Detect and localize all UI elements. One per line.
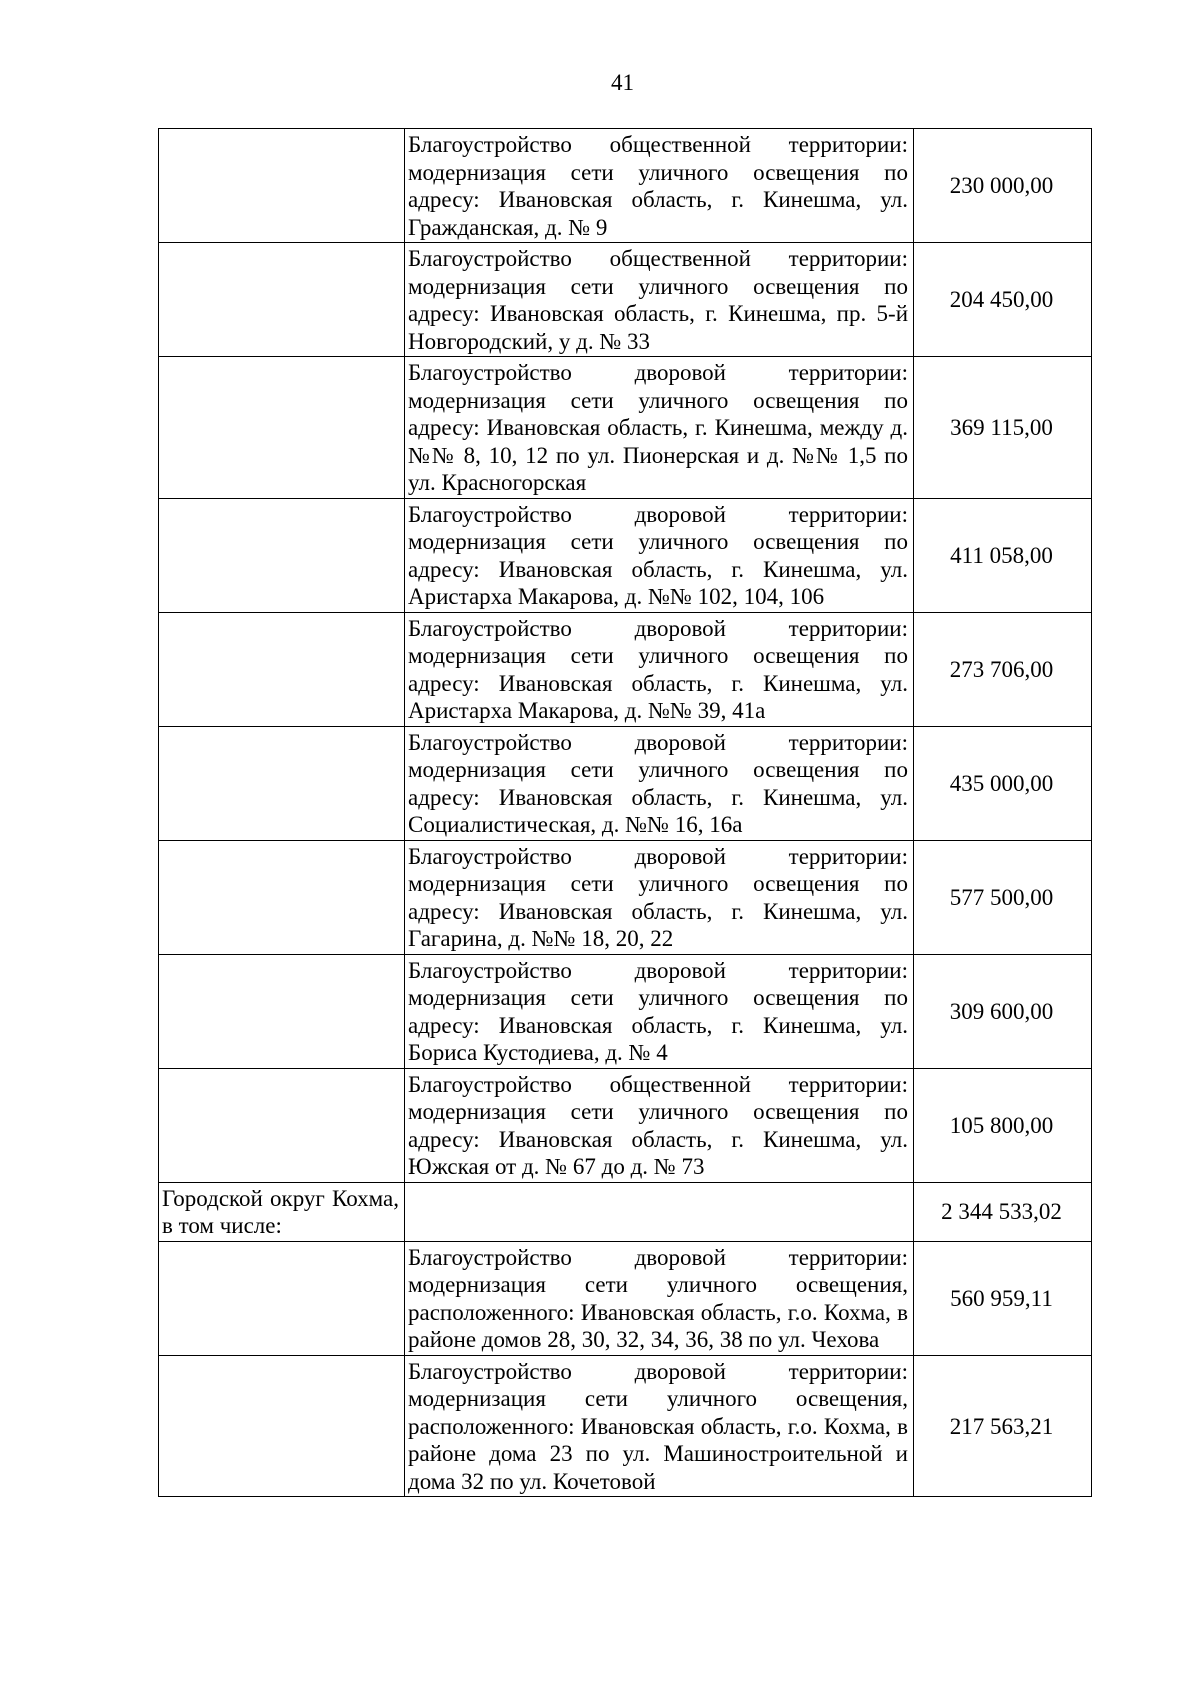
table-cell-amount: 309 600,00	[914, 954, 1092, 1068]
page-number: 41	[611, 70, 634, 95]
table-row	[159, 726, 1092, 840]
table-cell-description: Благоустройство дворовой территории: модернизация сети уличного освещения по адресу: Ивановская область, г. Кинешма, ул. Аристарха Макарова, д. №№ 102, 104, 106	[405, 498, 914, 612]
table-cell-amount: 577 500,00	[914, 840, 1092, 954]
table-cell-description: Благоустройство дворовой территории: модернизация сети уличного освещения по адресу: Ивановская область, г. Кинешма, между д. №№ 8, 10, 12 по ул. Пионерская и д. №№ 1,5 по ул. Красногорская	[405, 357, 914, 499]
table-cell-amount: 560 959,11	[914, 1241, 1092, 1355]
table-row	[159, 612, 1092, 726]
table-cell-group	[159, 954, 405, 1068]
table-cell-amount: 2 344 533,02	[914, 1182, 1092, 1241]
table-cell-amount: 369 115,00	[914, 357, 1092, 499]
table-row	[159, 1355, 1092, 1497]
table-row	[159, 498, 1092, 612]
table-cell-group	[159, 498, 405, 612]
table-cell-amount: 105 800,00	[914, 1068, 1092, 1182]
table-row	[159, 357, 1092, 499]
table-cell-group	[159, 243, 405, 357]
table-cell-amount: 204 450,00	[914, 243, 1092, 357]
table-cell-group	[159, 840, 405, 954]
table-cell-group	[159, 1355, 405, 1497]
table-cell-amount: 230 000,00	[914, 129, 1092, 243]
table-cell-group	[159, 129, 405, 243]
table-row	[159, 954, 1092, 1068]
table-row-group-header	[159, 1182, 1092, 1241]
table-row	[159, 129, 1092, 243]
table-cell-description: Благоустройство дворовой территории: модернизация сети уличного освещения по адресу: Ивановская область, г. Кинешма, ул. Гагарина, д. №№ 18, 20, 22	[405, 840, 914, 954]
table-cell-group: Городской округ Кохма, в том числе:	[159, 1182, 405, 1241]
table-cell-description: Благоустройство общественной территории: модернизация сети уличного освещения по адресу: Ивановская область, г. Кинешма, пр. 5-й Новгородский, у д. № 33	[405, 243, 914, 357]
table-cell-description	[405, 1182, 914, 1241]
table-cell-description: Благоустройство дворовой территории: модернизация сети уличного освещения по адресу: Ивановская область, г. Кинешма, ул. Бориса Кустодиева, д. № 4	[405, 954, 914, 1068]
table-cell-amount: 411 058,00	[914, 498, 1092, 612]
table-cell-group	[159, 726, 405, 840]
table-row	[159, 840, 1092, 954]
table-row	[159, 243, 1092, 357]
table-cell-description: Благоустройство дворовой территории: модернизация сети уличного освещения по адресу: Ивановская область, г. Кинешма, ул. Социалистическая, д. №№ 16, 16а	[405, 726, 914, 840]
table-cell-amount: 435 000,00	[914, 726, 1092, 840]
table-cell-description: Благоустройство общественной территории: модернизация сети уличного освещения по адресу: Ивановская область, г. Кинешма, ул. Южская от д. № 67 до д. № 73	[405, 1068, 914, 1182]
table-cell-description: Благоустройство дворовой территории: модернизация сети уличного освещения по адресу: Ивановская область, г. Кинешма, ул. Аристарха Макарова, д. №№ 39, 41а	[405, 612, 914, 726]
table-cell-description: Благоустройство общественной территории: модернизация сети уличного освещения по адресу: Ивановская область, г. Кинешма, ул. Гражданская, д. № 9	[405, 129, 914, 243]
table-cell-group	[159, 1068, 405, 1182]
table-row	[159, 1068, 1092, 1182]
table-cell-description: Благоустройство дворовой территории: модернизация сети уличного освещения, расположенного: Ивановская область, г.о. Кохма, в районе дома 23 по ул. Машиностроительной и дома 32 по ул. Кочетовой	[405, 1355, 914, 1497]
table-cell-description: Благоустройство дворовой территории: модернизация сети уличного освещения, расположенного: Ивановская область, г.о. Кохма, в районе домов 28, 30, 32, 34, 36, 38 по ул. Чехова	[405, 1241, 914, 1355]
table-cell-group	[159, 1241, 405, 1355]
table-cell-amount: 273 706,00	[914, 612, 1092, 726]
table-row	[159, 1241, 1092, 1355]
table-cell-group	[159, 357, 405, 499]
table-cell-amount: 217 563,21	[914, 1355, 1092, 1497]
table-cell-group	[159, 612, 405, 726]
budget-table	[158, 128, 1092, 1497]
budget-table-body	[159, 129, 1092, 1497]
